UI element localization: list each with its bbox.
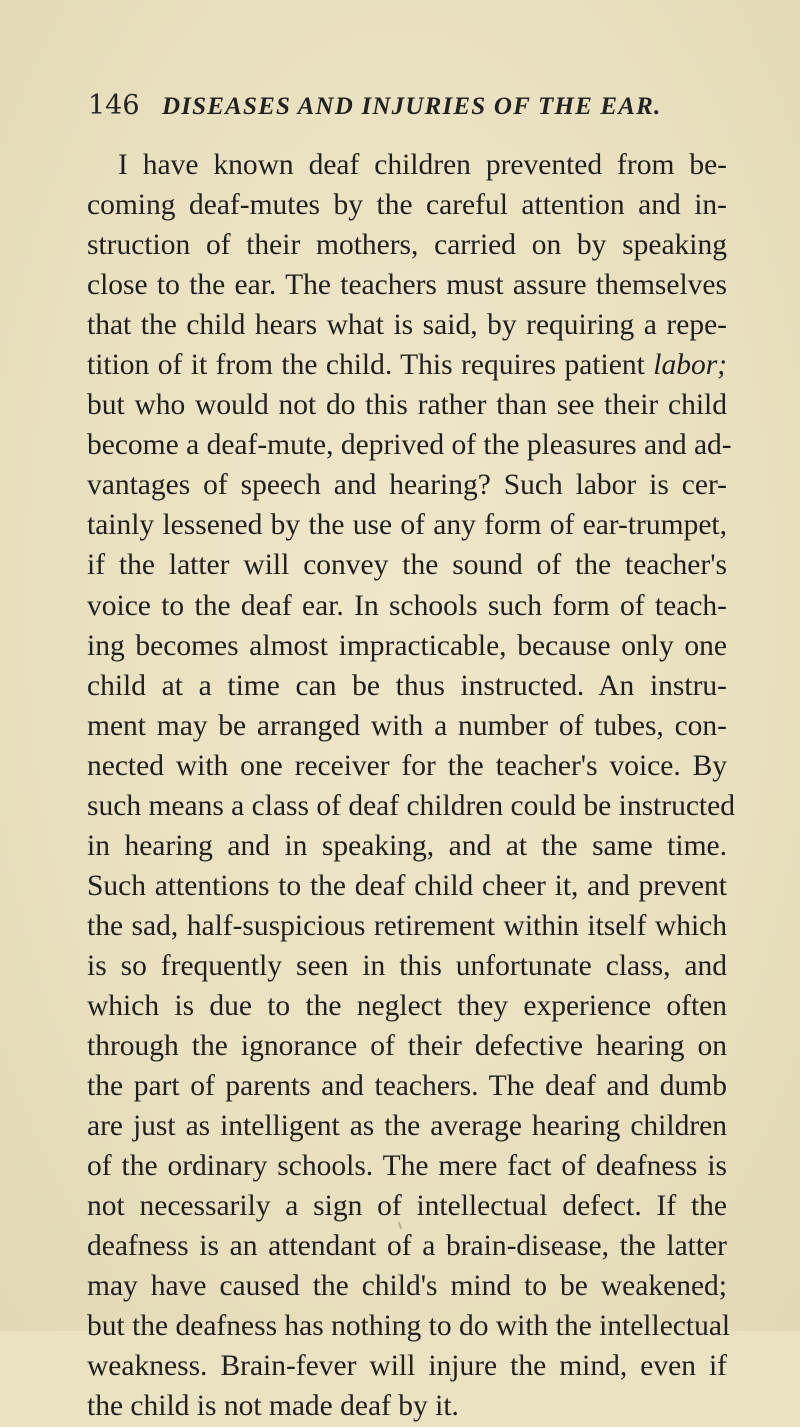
text-line: is so frequently seen in this unfortunate class, and bbox=[87, 949, 727, 982]
page-number: 146 bbox=[88, 90, 140, 121]
text-line: deafness is an attendant of a brain-disease, the latter bbox=[87, 1230, 727, 1263]
text-line bbox=[87, 345, 727, 385]
italic-word: labor; bbox=[653, 349, 727, 382]
running-head: DISEASES AND INJURIES OF THE EAR. bbox=[162, 93, 662, 120]
text-line: vantages of speech and hearing? Such labor is cer- bbox=[87, 469, 727, 502]
text-line: voice to the deaf ear. In schools such form of teach- bbox=[87, 589, 727, 622]
text-line: Such attentions to the deaf child cheer it, and prevent bbox=[87, 869, 727, 902]
text-line: in hearing and in speaking, and at the same time. bbox=[87, 829, 727, 862]
text-line: struction of their mothers, carried on by speaking bbox=[87, 229, 727, 262]
text-line: child at a time can be thus instructed. An instru- bbox=[87, 669, 727, 702]
text-line: nected with one receiver for the teacher's voice. By bbox=[87, 749, 727, 782]
text-line: close to the ear. The teachers must assure themselves bbox=[87, 269, 727, 302]
text-line: coming deaf-mutes by the careful attention and in- bbox=[87, 189, 727, 222]
text-line: tainly lessened by the use of any form of ear-trumpet, bbox=[87, 509, 727, 542]
text-line: the child is not made deaf by it. bbox=[87, 1390, 459, 1423]
text-line: such means a class of deaf children could be instructed bbox=[87, 789, 735, 822]
text-line: but the deafness has nothing to do with the intellectual bbox=[87, 1310, 731, 1343]
text-line: ment may be arranged with a number of tubes, con- bbox=[87, 709, 727, 742]
text-line: become a deaf-mute, deprived of the pleasures and ad- bbox=[87, 429, 732, 462]
text-line: I have known deaf children prevented from be- bbox=[118, 149, 727, 181]
text-line: of the ordinary schools. The mere fact of deafness is bbox=[87, 1150, 727, 1183]
text-line: not necessarily a sign of intellectual defect. If the bbox=[87, 1190, 727, 1223]
text-line: if the latter will convey the sound of the teacher's bbox=[87, 549, 727, 582]
text-line: are just as intelligent as the average hearing children bbox=[87, 1110, 727, 1143]
text-line: may have caused the child's mind to be weakened; bbox=[87, 1270, 727, 1303]
text-line: which is due to the neglect they experience often bbox=[87, 989, 727, 1022]
text-line: weakness. Brain-fever will injure the mind, even if bbox=[87, 1350, 727, 1383]
text-line: but who would not do this rather than see their child bbox=[87, 389, 727, 422]
text-line: the sad, half-suspicious retirement within itself which bbox=[87, 909, 727, 942]
page-header bbox=[88, 88, 728, 128]
body-paragraph bbox=[87, 145, 735, 1427]
text-line: the part of parents and teachers. The deaf and dumb bbox=[87, 1070, 727, 1103]
text-line: ing becomes almost impracticable, because only one bbox=[87, 629, 727, 662]
text-line: that the child hears what is said, by requiring a repe- bbox=[87, 309, 727, 342]
text-line-segment: tition of it from the child. This requires patient bbox=[87, 349, 645, 382]
text-line: through the ignorance of their defective hearing on bbox=[87, 1030, 727, 1063]
